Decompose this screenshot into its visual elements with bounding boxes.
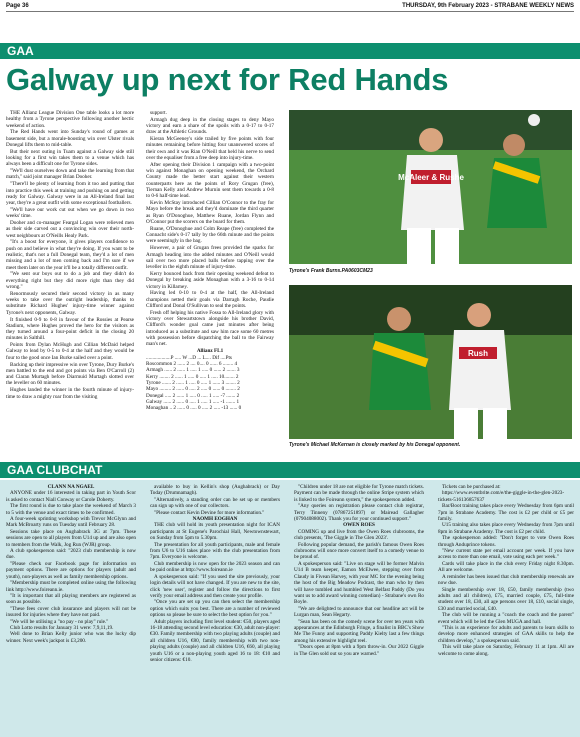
table-row: Monaghan .. 2 ...... 0 ..... 0 ..... 2 ..... -13 ...... 0: [146, 405, 242, 412]
paragraph: Adult players including first level student: €50, players aged 16-18 attending second level education: €30, adult non-player: €30. Family membership with two playing adults (couple) and all children U16, €80, family membership with two non-playing adults (couple) and all children U16, €60, all playing youth U16 or a non-playing youth aged 16 to 18: €10 and senior citizens: €10.: [150, 618, 280, 663]
paragraph: Hughes landed the winner in the fourth minute of injury-time to draw a mighty roar from the visiting: [6, 387, 134, 400]
table-row: Tyrone ....... 2 ...... 1 ..... 0 ..... 1 ...... 3 ........ 2: [146, 379, 240, 386]
photo-illustration: [289, 110, 572, 264]
ticket-link[interactable]: https://www.eventbrite.com/e/the-giggle-in-the-glen-2023-tickets-516136857637: [438, 490, 565, 503]
paragraph: The presentation for all youth participants, male and female from U6 to U16 takes place with the club presentation from 7pm. Everyone is welcome.: [150, 541, 280, 561]
paragraph: COMING up and live from the Owen Roes clubrooms, the club presents, 'The Giggle in The Glen 2023'.: [294, 528, 424, 542]
paragraph: "We'll dust ourselves down and take the learning from that match," said joint manager Brian Dooher.: [6, 168, 134, 181]
paragraph: Having led 0-10 to 0-4 at the half, the All-Ireland champions netted their goals via Darragh Roche, Paudie Clifford and Donal O'Sullivan to seal the points.: [146, 290, 274, 309]
table-row: Mayo ......... 2 ...... 0 ..... 2 ..... 0 ...... 0 ........ 2: [146, 386, 240, 393]
paragraph: "There'll be plenty of learning from it too and putting that into practice this week at training and pushing on and getting ready for Galway. Galway were in an All-Ireland final last year, they're a great outfit with some exceptional footballers.: [6, 181, 134, 207]
paragraph: ANYONE under 16 interested in taking part in Youth Scor is asked to contact Niall Conway or Carole Doherty.: [6, 490, 136, 503]
table-row: Kerry ........ 2 ...... 1 ..... 0 ..... 1 ..... 10........ 2: [146, 373, 239, 380]
paragraph: Ruane, O'Donoghue and Colm Reape (free) completed the Connacht side's 0-17 tally by the 66th minute and the points were seemingly in the bag.: [146, 225, 274, 245]
header-rule: [6, 11, 574, 12]
paragraph: "We sent our boys out to do a job and they didn't do everything right but they did more right than they did wrong.": [6, 271, 134, 291]
paragraph: available to buy in Kellin's shop (Aughabrack) or Day Today (Drumnamagh).: [150, 484, 280, 497]
paragraph: Tickets can be purchased at:: [442, 484, 501, 490]
paragraph: After opening their Division 1 campaign with a two-point win against Monaghan on opening weekend, the Orchard County made the better start against their western counterparts here as the points of Rory Grugan (free), Tiernan Kelly and Andrew Murnin sent them towards a 0-8 to 0-6 half-time lead.: [146, 161, 274, 200]
paragraph: "We will be utilising a "no pay - no play" rule.": [10, 618, 109, 625]
paragraph: The club will be running a "coach the coach and the parent" event which will be led the Glen MUGA and hall.: [438, 612, 574, 625]
paragraph: A spokesperson said: "If you used the site previously, your login details will not have changed. If you are new to the site, click 'new user', register and follow the directions to first verify your email address and then create your profile.: [150, 573, 280, 599]
paragraph: "This is an experience for adults and parents to learn skills to develop more enhanced strategies of GAA skills to help the children develop," a spokesperson said.: [438, 624, 574, 644]
paragraph: Cards will take place in the club every Friday night 8.30pm. All are welcome.: [438, 560, 574, 574]
paragraph: Fresh off helping his native Fossa to All-Ireland glory with victory over Stewartstown alongside his brother David, Clifford's wonder goal came just minutes after being introduced as a substitute and saw him race some 60 metres with possession before dispatching the ball to the Fairway man's net.: [146, 309, 274, 348]
table-row: Galway ...... 2 ...... 0 ..... 1 ..... 1 ..... -1 ....... 1: [146, 398, 240, 405]
paragraph: "New current state per email account per week. If you have access to more than one email, vote using each per week.": [438, 548, 574, 561]
paragraph: Club Lotto results for January 31 were: 7,9,11,19.: [10, 624, 114, 631]
paragraph: "We'll have our work cut out when we go down in two weeks' time.: [6, 206, 134, 220]
paragraph: Kieran McGeeney's side trailed by five points with four minutes remaining before hitting four unanswered scores of their own and it was Rian O'Neill that held his nerve to send over the equaliser from a free deep into injury-time.: [146, 136, 274, 162]
paragraph: "Any queries on registration please contact club registrar, Terry Tinneny (07867251897) or Mairead Gallagher (07904088002). Thank you for your continued support.": [294, 503, 424, 523]
paragraph: "Please contact Kevin Devine for more information.": [154, 509, 265, 516]
paragraph: "Children under 18 are not eligible for Tyrone match tickets. Payment can be made through the online Stripe system which is linked to the Foireann system," the spokesperson added.: [294, 484, 424, 503]
paragraph: The first round is due to take place the weekend of March 3 to 5 with the venue and exact times to be confirmed.: [6, 503, 136, 516]
paragraph: Following popular demand, the parish's famous Owen Roes clubrooms will once more convert itself to a comedy venue to be proud of.: [294, 541, 424, 561]
clubchat-column-4: [438, 484, 574, 657]
table-row: Donegal ..... 2 ...... 1 ..... 0 ..... 1 ..... -7 ....... 2: [146, 392, 240, 399]
paragraph: Club membership is now open for the 2023 season and can be paid online at http://www.foireann.ie: [150, 560, 280, 574]
paragraph: Kevin McStay introduced Cillian O'Connor to the fray for Mayo before the break and they'd dominate the third quarter as Ryan O'Donoghue, Matthew Ruane, Jordan Flynn and O'Connor put the scorers on the board for them.: [146, 200, 274, 226]
club-heading: CLANN NA NGAEL: [47, 484, 95, 490]
photo-caption: Tyrone's Michael McKernan is closely marked by his Donegal opponent.: [289, 442, 461, 448]
jersey-sponsor: Rush: [468, 349, 488, 358]
clubchat-column-3: [294, 484, 424, 657]
photo-caption: Tyrone's Frank Burns.PA0603CM23: [289, 268, 373, 274]
paragraph: "These fees cover club insurance and players will not be insured for injuries where they have not paid.: [6, 605, 136, 619]
paragraph: Bar/Boot training takes place every Wednesday from 6pm until 7pm in Strabane Academy. The cost is £2 per child or £5 per family.: [438, 503, 574, 523]
page-header: [0, 0, 580, 14]
paragraph: Sessions take place on Aughabrack 3G at 7pm. These sessions are open to all players from U14 up and are also open to members from the Walk, Jog Run (WJR) group.: [6, 528, 136, 548]
table-row: ...................P ..... W ...D ... L.... Dif ....Pts: [146, 354, 232, 361]
paragraph: Kerry bounced back from their opening weekend defeat to Donegal by breaking aside Monaghan with a 3-16 to 0-14 victory in Killarney.: [146, 270, 274, 290]
clubchat-column-2: [150, 484, 280, 663]
photo-illustration: [289, 285, 572, 439]
paragraph: This will take place on Saturday, February 11 at 1pm. All are welcome to come along.: [438, 644, 574, 657]
clubchat-column-1: [6, 484, 136, 644]
photo-frank-burns: [289, 110, 572, 264]
paragraph: The Red Hands went into Sunday's round of games at basement side, but a morale-boosting win over Ulster rivals Donegal lifts them to mid-table.: [6, 129, 134, 148]
issue-date: THURSDAY, 9th February 2023 - STRABANE WEEKLY NEWS: [402, 3, 574, 9]
paragraph: Single membership over 18, £50, family membership (two adults and all children), £75, married couple, £75, full-time student over 18, £30, all age persons over 18, £10, social single, £30 and married social, £40.: [438, 586, 574, 612]
paragraph: However, a pair of Grugan frees provided the sparks for Armagh heading into the added minutes and O'Neill would sail over two more placed balls before tapping over the leveller in the eighth minute of injury-time.: [146, 245, 274, 271]
paragraph: The spokesperson added: "Don't forget to vote Owen Roes through Anduprince tokens.: [438, 535, 574, 548]
paragraph: A reminder has been issued that club membership renewals are now due.: [438, 573, 574, 587]
paragraph: It finished 0-9 to 0-8 in favour of the Rossies at Pearse Stadium, where Hughes proved the hero for the visitors as they turned around a four-point deficit in the closing 20 minutes in Salthill.: [6, 316, 134, 342]
paragraph: Armagh dug deep in the closing stages to deny Mayo victory and earn a share of the spoils with a 0-17 to 0-17 draw at the Athletic Grounds.: [146, 116, 274, 136]
paragraph: Well done to Brian Kelly junior who was the lucky dip winner. Next week's jackpot is £3,200.: [6, 631, 136, 644]
league-table-title: Allianz FL1: [196, 348, 224, 355]
paragraph: "It is important that all playing members are registered as soon as possible.: [6, 592, 136, 606]
jersey-sponsor: McAleer & Rushe: [398, 173, 464, 182]
paragraph: "We are delighted to announce that our headline act will be Lurgan man, Sean Hegarty.: [294, 605, 424, 619]
paragraph: "Please check our Facebook page for information on payment options. There are options for players (adult and youth), non-players as well as family membership options.: [6, 560, 136, 580]
paragraph: "Sean has been on the comedy scene for over ten years with appearances at the Edinburgh Fringe, a finalist in BBC's Show Me The Funny and supporting Paddy Kielty last a few things among his extensive highlight reel.: [294, 618, 424, 644]
paragraph: But their next outing in Tuam against a Galway side still looking for a first win takes them to a venue which has always been a difficult one for Tyrone sides.: [6, 148, 134, 168]
paragraph: A club spokesperson said: "2023 club membership is now due.: [6, 548, 136, 561]
article-headline: Galway up next for Red Hands: [6, 62, 449, 97]
table-row: Roscommon 2 ...... 2 .... 0.... 0 ...... 6 ........ 4: [146, 361, 238, 368]
photo-michael-mckernan: [289, 285, 572, 439]
section-banner-clubchat: [0, 462, 580, 478]
article-column-2: [146, 110, 274, 411]
league-table: [146, 348, 274, 411]
paragraph: "It's a boost for everyone, it gives players confidence to push on and believe in what they're doing. If you want to be realistic, that's not a full Donegal team, they'd a lot of men missing and a lot of men coming back and I'm sure if we meet them later on the year it'll be a totally different outfit.: [6, 239, 134, 271]
paragraph: Backing up their impressive win over Tyrone, Dury Burke's men battled to the end and got points via Ben O'Carroll (2) and Ciaran Murtagh before Diarmuid Murtagh slotted over the leveller on 60 minutes.: [6, 361, 134, 387]
paragraph: Points from Dylan McHugh and Cillian McDaid helped Galway to lead by 0-5 to 0-4 at the half and they would be four to the good once Ian Burke sailed over a point.: [6, 342, 134, 361]
paragraph: "Doors open at 8pm with a 9pm throw-in. Our 2022 Giggle in The Glen sold out so you are warned.": [294, 644, 424, 657]
paragraph: Renormously secured their second victory in as many weeks to take over the outright leadership, thanks to substitute Richard Hughes' injury-time winner against Tyrone's next opponents, Galway.: [6, 290, 134, 316]
paragraph: "Membership must be completed online using the following link http://www.foireann.ie.: [6, 580, 136, 593]
section-label: GAA: [7, 44, 34, 58]
section-banner-gaa: [0, 43, 580, 59]
paragraph: Dooher and co-manager Feargal Logan were relieved men as their side carved out a convincing win over their north-west neighbours at O'Neills Healy Park.: [6, 220, 134, 239]
club-heading: NAOMH EOGHAN: [192, 516, 238, 523]
section-label: GAA CLUBCHAT: [7, 463, 103, 477]
paragraph: A spokesperson said: "Live on stage will be former Malvin U14 B team keeper, Eamon McElwee, stepping over from Claudy in Fivean Harvey, with your MC for the evening being the host of the Big Meadow Podcast, the man who by then will have tumbled and humbled West Belfast Paddy (Do you want us to add award winning comedian) - Strabane's own Ro Boyle.: [294, 560, 424, 606]
paragraph: "Once you are set up you can then select the membership option which suits you best. There are a number of reviewed options so please be sure to select the best option for you.": [150, 599, 280, 619]
paragraph: THE Allianz League Division One table looks a lot more healthy from a Tyrone perspective following another hectic weekend of action.: [6, 110, 134, 129]
paragraph: "Alternatively, a standing order can be set up or members can sign up with one of our collectors.: [150, 496, 280, 510]
paragraph: U15 training also takes place every Wednesday from 7pm until 8pm in Strabane Academy. The cost is £2 per child.: [438, 522, 574, 535]
paragraph: THE club will hold its youth presentation night for ICAN participants at St Eugene's Parochial Hall, Newtownstewart, on Sunday from 5pm to 5.30pm.: [150, 522, 280, 542]
page-number: Page 36: [6, 3, 29, 9]
club-heading: OWEN ROES: [343, 522, 375, 529]
paragraph: A four-week sprinting workshop with Trevor McGlynn and Mark McBroarty runs on Tuesday until February 28.: [6, 516, 136, 529]
paragraph: support.: [150, 110, 167, 116]
article-column-1: [6, 110, 134, 400]
table-row: Armagh ...... 2 ...... 1 ..... 1 ..... 0 ...... 2 ....... 3: [146, 367, 240, 374]
